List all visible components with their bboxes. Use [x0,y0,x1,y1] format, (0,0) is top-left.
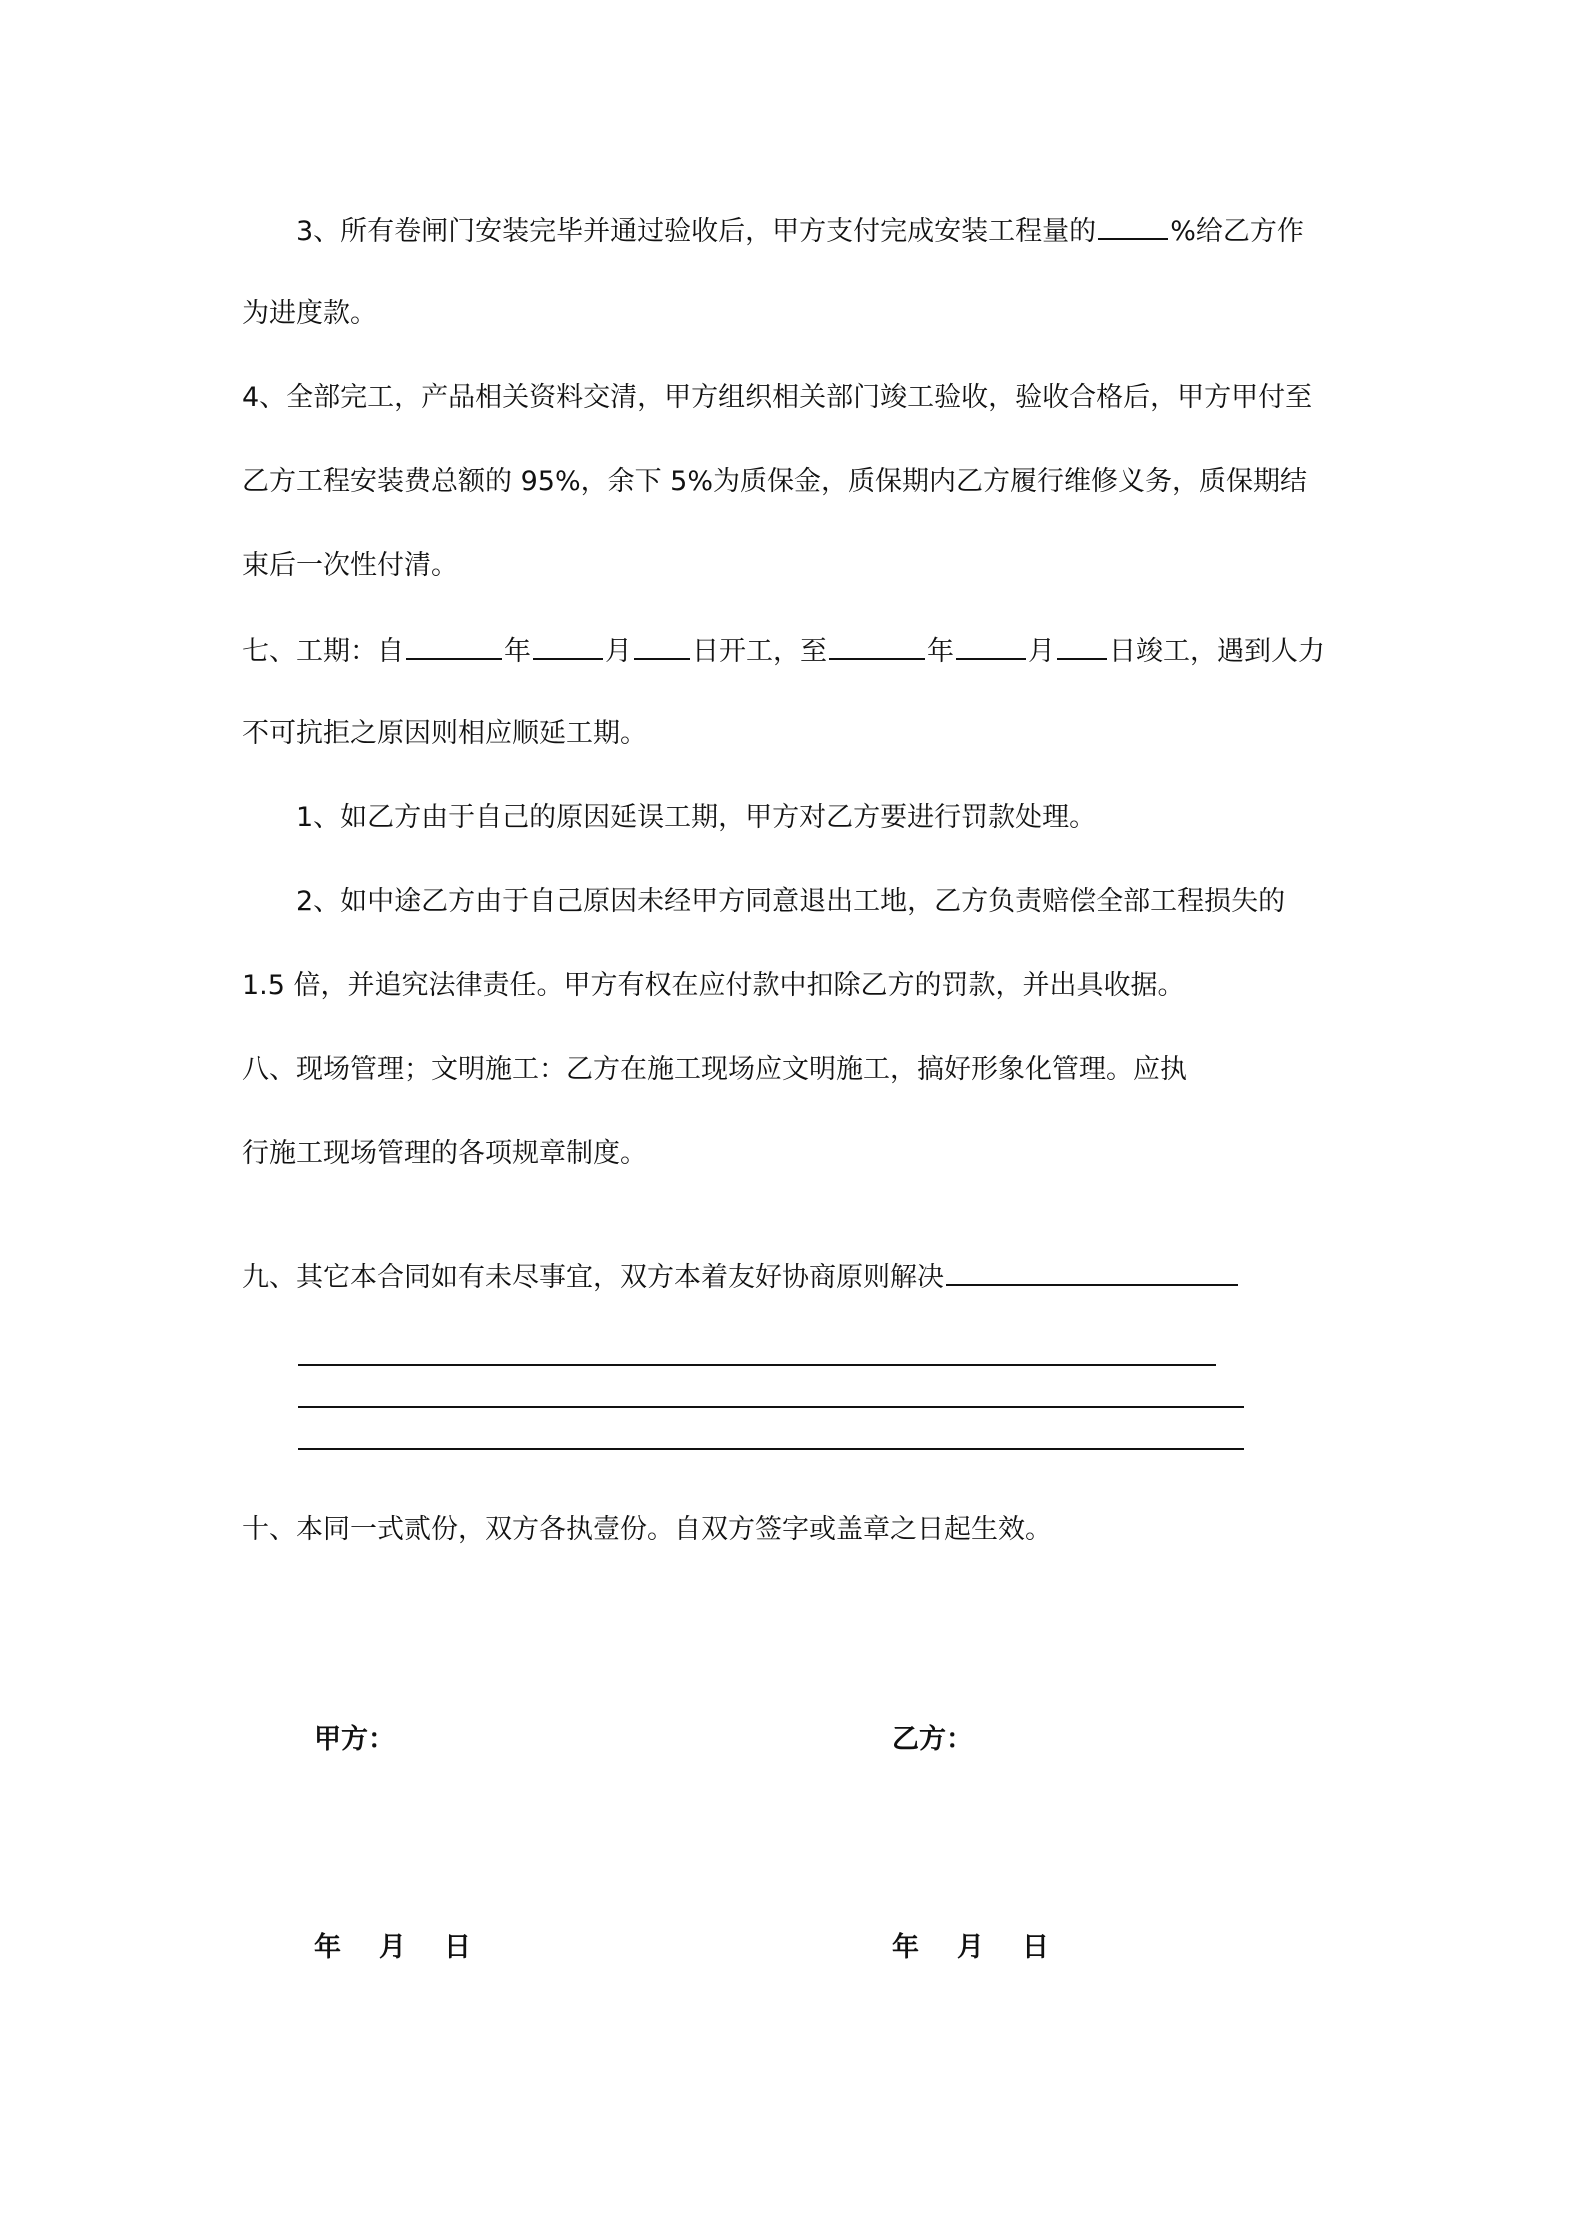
date-year: 年 [314,1932,341,1963]
blank-line-1 [298,1364,1216,1366]
clause-7-line-1 [242,630,1325,672]
start-year-blank [406,630,502,660]
date-day: 日 [444,1932,471,1963]
clause-text: 七、工期：自 [242,636,404,667]
clause-7-2-line-1: 2、如中途乙方由于自己原因未经甲方同意退出工地，乙方负责赔偿全部工程损失的 [296,886,1286,917]
party-b-date [892,1928,1049,1968]
end-month-blank [956,630,1026,660]
end-day-blank [1057,630,1107,660]
date-day: 日 [1022,1932,1049,1963]
clause-7-2-line-2: 1.5 倍，并追究法律责任。甲方有权在应付款中扣除乙方的罚款，并出具收据。 [242,970,1185,1001]
start-month-blank [533,630,603,660]
party-b-label: 乙方： [892,1724,973,1755]
date-month: 月 [379,1932,406,1963]
clause-6-4-line-3: 束后一次性付清。 [242,550,458,581]
clause-6-3-line-1 [296,210,1304,252]
end-year-blank [829,630,925,660]
clause-text: 3、所有卷闸门安装完毕并通过验收后，甲方支付完成安装工程量的 [296,216,1097,247]
party-a-date [314,1928,471,1968]
clause-text: 日竣工，遇到人力 [1109,636,1325,667]
clause-6-4-line-1: 4、全部完工，产品相关资料交清，甲方组织相关部门竣工验收，验收合格后，甲方甲付至 [242,382,1313,413]
clause-8-line-1: 八、现场管理；文明施工：乙方在施工现场应文明施工，搞好形象化管理。应执 [242,1054,1187,1085]
start-day-blank [634,630,690,660]
clause-7-1: 1、如乙方由于自己的原因延误工期，甲方对乙方要进行罚款处理。 [296,802,1097,833]
date-month: 月 [957,1932,984,1963]
clause-10: 十、本同一式贰份，双方各执壹份。自双方签字或盖章之日起生效。 [242,1514,1052,1545]
percentage-blank [1098,210,1168,240]
clause-text: 月 [1028,636,1055,667]
clause-text: 九、其它本合同如有未尽事宜，双方本着友好协商原则解决 [242,1262,944,1293]
clause-8-line-2: 行施工现场管理的各项规章制度。 [242,1138,647,1169]
clause-text: 月 [605,636,632,667]
clause-7-line-2: 不可抗拒之原因则相应顺延工期。 [242,718,647,749]
date-year: 年 [892,1932,919,1963]
clause-text: %给乙方作 [1170,216,1304,247]
clause-text: 日开工，至 [692,636,827,667]
clause-6-4-line-2: 乙方工程安装费总额的 95%，余下 5%为质保金，质保期内乙方履行维修义务，质保期结 [242,466,1308,497]
party-a-label: 甲方： [314,1724,395,1755]
clause-9-line-1 [242,1256,1240,1298]
clause-text: 年 [504,636,531,667]
clause-9-blank [946,1256,1238,1286]
clause-text: 年 [927,636,954,667]
blank-line-3 [298,1448,1244,1450]
clause-6-3-line-2: 为进度款。 [242,298,377,329]
blank-line-2 [298,1406,1244,1408]
